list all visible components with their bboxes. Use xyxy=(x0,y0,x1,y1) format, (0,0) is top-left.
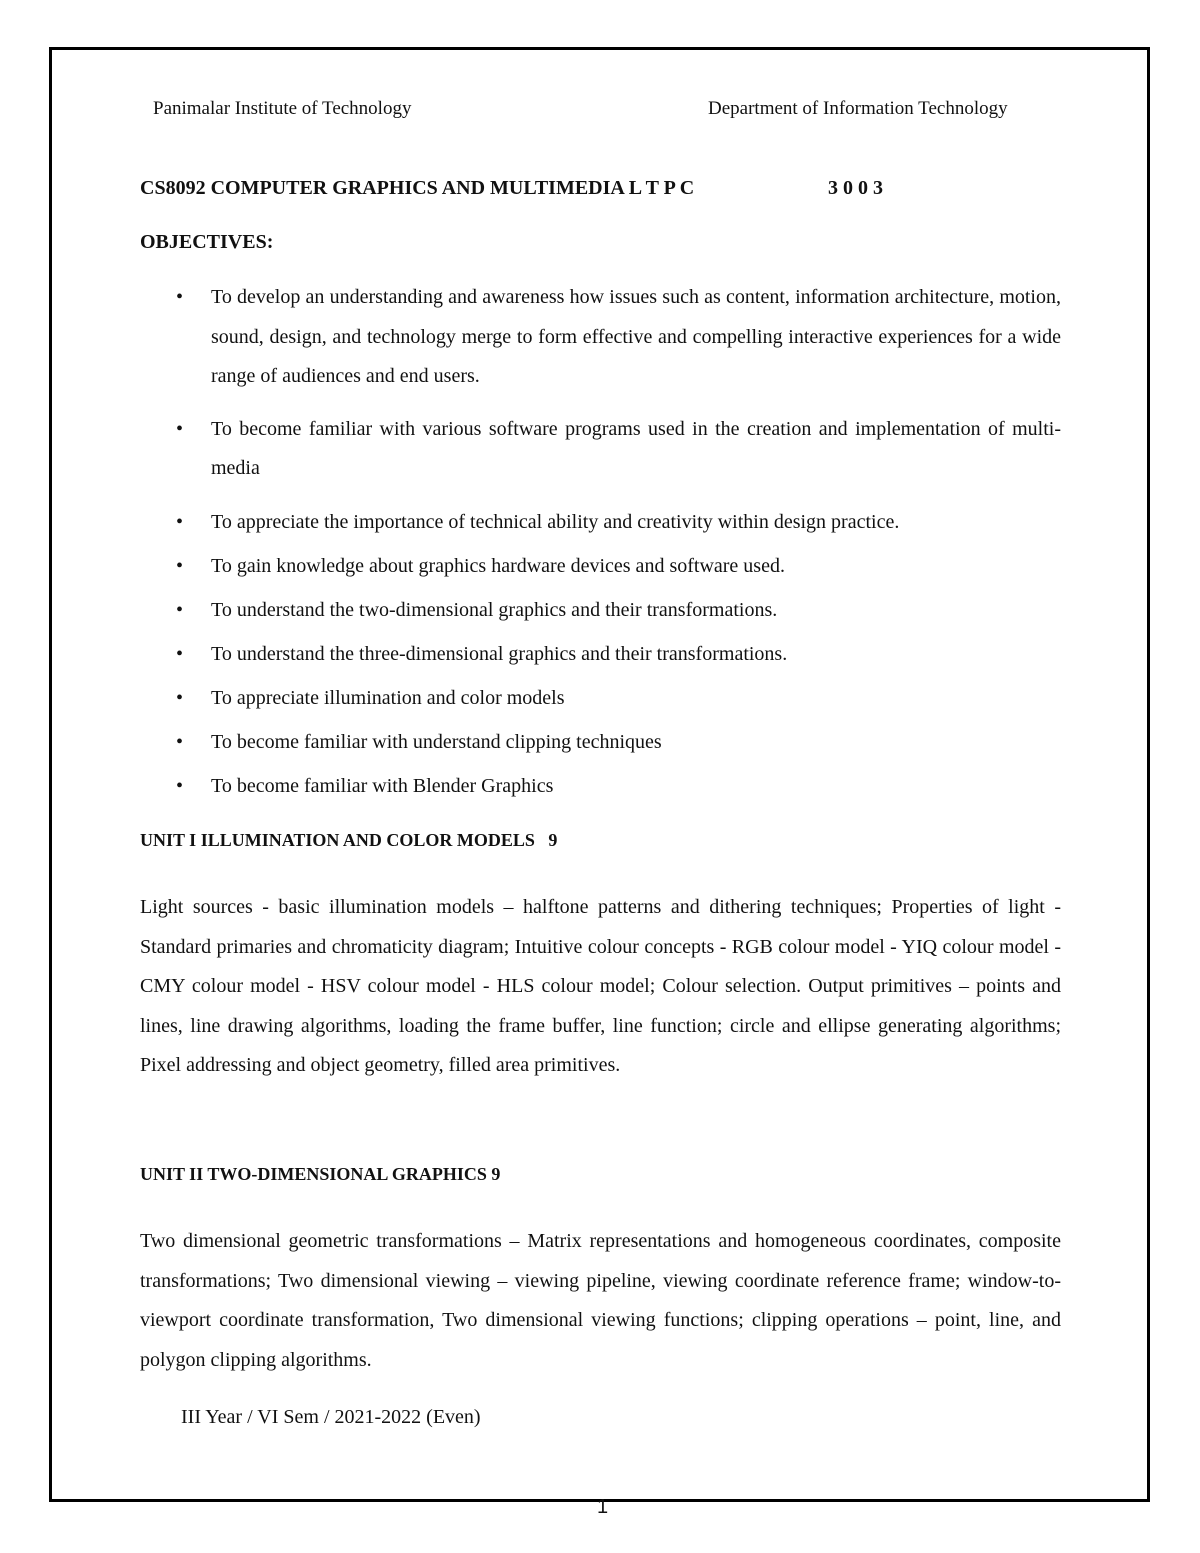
objectives-list xyxy=(140,278,1061,810)
unit-1-heading: UNIT I ILLUMINATION AND COLOR MODELS 9 xyxy=(140,830,558,850)
bullet-icon: • xyxy=(176,774,184,797)
page-number: 1 xyxy=(597,1496,609,1518)
semester-footer: III Year / VI Sem / 2021-2022 (Even) xyxy=(181,1406,481,1428)
objective-item xyxy=(140,634,1061,674)
objective-item xyxy=(140,678,1061,718)
institute-name: Panimalar Institute of Technology xyxy=(153,98,412,119)
department-name: Department of Information Technology xyxy=(708,98,1008,119)
bullet-icon: • xyxy=(176,286,184,308)
objective-text: To become familiar with understand clipping techniques xyxy=(211,730,662,753)
course-credits: 3 0 0 3 xyxy=(828,177,883,199)
unit-1-body: Light sources - basic illumination models – halftone patterns and dithering techniques; Properties of light - Standard primaries and chromaticity diagram; Intuitive colour concepts - RGB colour model - YIQ colour model - CMY colour model - HSV colour model - HLS colour model; Colour selection. Output primitives – points and lines, line drawing algorithms, loading the frame buffer, line function; circle and ellipse generating algorithms; Pixel addressing and object geometry, filled area primitives. xyxy=(140,896,1061,1077)
objective-item xyxy=(140,546,1061,586)
objective-item xyxy=(140,590,1061,630)
objective-item xyxy=(140,722,1061,762)
objective-text: To develop an understanding and awareness how issues such as content, information architecture, motion, sound, design, and technology merge to form effective and compelling interactive experiences for a wide range of audiences and end users. xyxy=(211,286,1061,387)
unit-2-heading: UNIT II TWO-DIMENSIONAL GRAPHICS 9 xyxy=(140,1164,501,1184)
objective-item xyxy=(140,766,1061,806)
unit-2-body: Two dimensional geometric transformations – Matrix representations and homogeneous coordinates, composite transformations; Two dimensional viewing – viewing pipeline, viewing coordinate reference frame; window-to-viewport coordinate transformation, Two dimensional viewing functions; clipping operations – point, line, and polygon clipping algorithms. xyxy=(140,1230,1061,1371)
bullet-icon: • xyxy=(176,598,184,621)
objectives-heading: OBJECTIVES: xyxy=(140,231,274,253)
objective-text: To appreciate the importance of technical ability and creativity within design practice. xyxy=(211,510,900,533)
bullet-icon: • xyxy=(176,686,184,709)
bullet-icon: • xyxy=(176,554,184,577)
objective-text: To understand the two-dimensional graphics and their transformations. xyxy=(211,598,778,621)
objective-text: To appreciate illumination and color models xyxy=(211,686,565,709)
objective-item xyxy=(140,502,1061,542)
bullet-icon: • xyxy=(176,510,184,533)
bullet-icon: • xyxy=(176,642,184,665)
bullet-icon: • xyxy=(176,417,184,440)
objective-text: To understand the three-dimensional graphics and their transformations. xyxy=(211,642,788,665)
objective-item xyxy=(140,410,1061,489)
bullet-icon: • xyxy=(176,730,184,753)
objective-item xyxy=(140,278,1061,397)
objective-text: To become familiar with various software programs used in the creation and implementation of multi- media xyxy=(211,417,1061,479)
objective-text: To become familiar with Blender Graphics xyxy=(211,774,554,797)
objective-text: To gain knowledge about graphics hardware devices and software used. xyxy=(211,554,785,577)
course-title: CS8092 COMPUTER GRAPHICS AND MULTIMEDIA L T P C xyxy=(140,177,695,199)
